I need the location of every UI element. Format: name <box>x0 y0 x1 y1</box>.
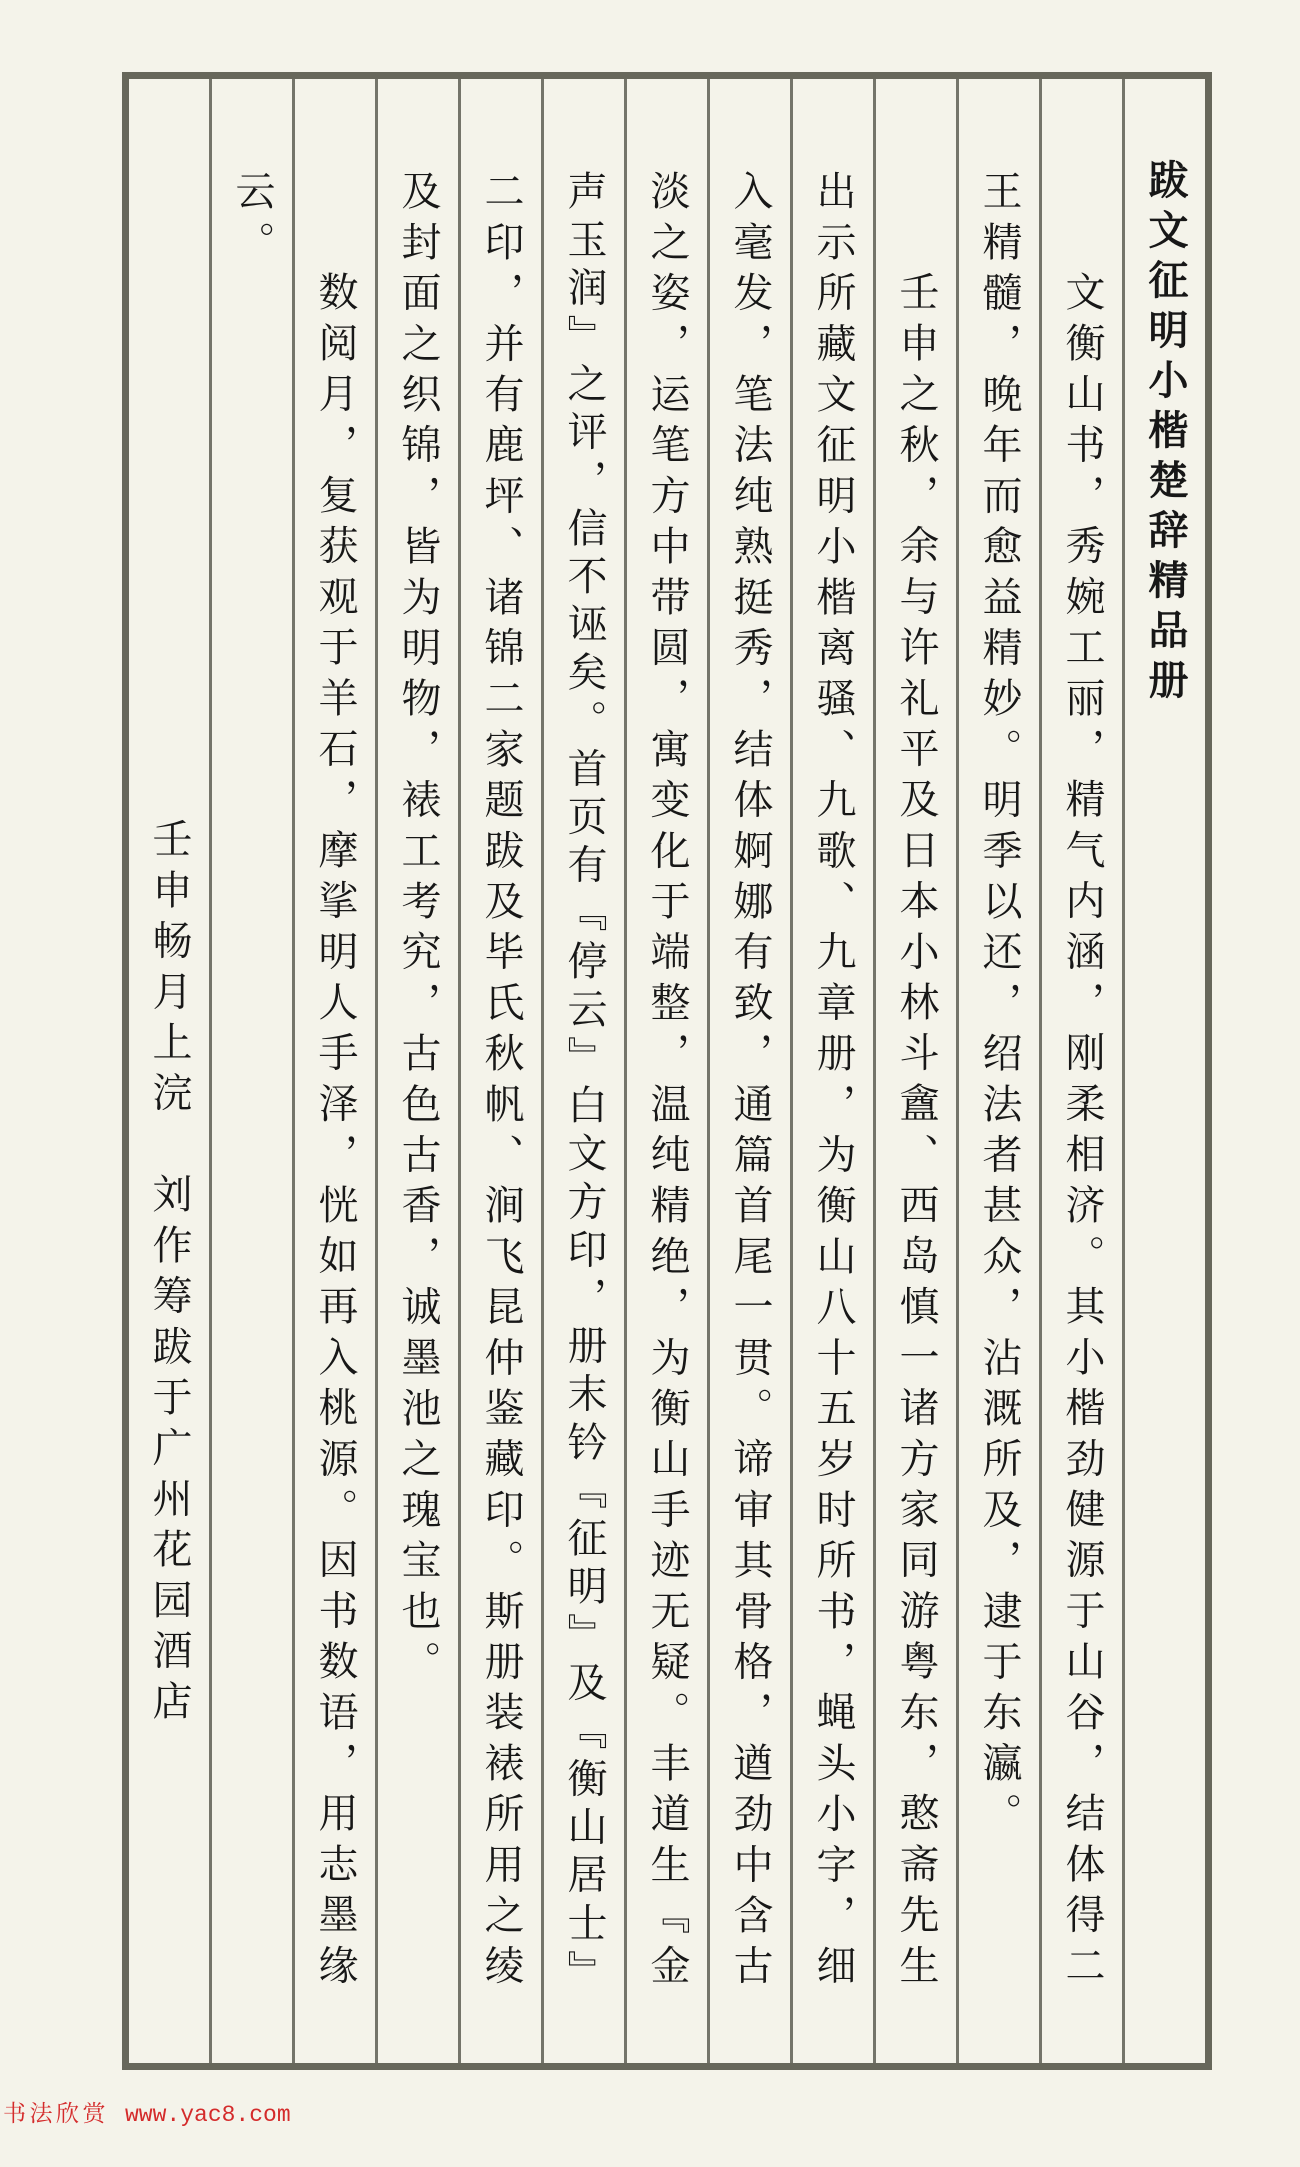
column-text: 壬申之秋，余与许礼平及日本小林斗盦、西岛慎一诸方家同游粤东，憨斋先生 <box>893 271 939 1995</box>
column-text: 出示所藏文征明小楷离骚、九歌、九章册，为衡山八十五岁时所书，蝇头小字，细 <box>810 170 856 1996</box>
watermark-site-name: 书法欣赏 <box>3 2101 109 2127</box>
text-column-10 <box>292 79 375 2063</box>
text-column-3 <box>873 79 956 2063</box>
text-column-2 <box>956 79 1039 2063</box>
signature-author: 刘作筹跋于广州花园酒店 <box>146 1172 192 1731</box>
text-column-4 <box>790 79 873 2063</box>
column-text: 文衡山书，秀婉工丽，精气内涵，刚柔相济。其小楷劲健源于山谷，结体得二 <box>1059 271 1105 1995</box>
column-text: 数阅月，复获观于羊石，摩挲明人手泽，恍如再入桃源。因书数语，用志墨缘 <box>312 271 358 1995</box>
column-text: 及封面之织锦，皆为明物，裱工考究，古色古香，诚墨池之瑰宝也。 <box>395 170 441 1691</box>
text-column-8 <box>458 79 541 2063</box>
title-column <box>1122 79 1205 2063</box>
watermark-url: www.yac8.com <box>125 2102 291 2128</box>
signature-date: 壬申畅月上浣 <box>146 818 192 1123</box>
text-column-11 <box>209 79 292 2063</box>
signature-column <box>129 79 209 2063</box>
text-column-9 <box>375 79 458 2063</box>
column-text: 云。 <box>229 170 275 272</box>
column-text: 入毫发，笔法纯熟挺秀，结体婀娜有致，通篇首尾一贯。谛审其骨格，遒劲中含古 <box>727 170 773 1996</box>
watermark <box>3 2101 291 2128</box>
text-frame <box>122 72 1212 2070</box>
column-text: 二印，并有鹿坪、诸锦二家题跋及毕氏秋帆、涧飞昆仲鉴藏印。斯册装裱所用之绫 <box>478 170 524 1996</box>
text-column-6 <box>624 79 707 2063</box>
text-column-5 <box>707 79 790 2063</box>
text-column-1 <box>1039 79 1122 2063</box>
text-column-7 <box>541 79 624 2063</box>
column-text: 声玉润』之评，信不诬矣。首页有『停云』白文方印，册末钤『征明』及『衡山居士』 <box>561 170 607 1998</box>
column-text: 王精髓，晚年而愈益精妙。明季以还，绍法者甚众，沾溉所及，逮于东瀛。 <box>976 170 1022 1844</box>
column-text: 淡之姿，运笔方中带圆，寓变化于端整，温纯精绝，为衡山手迹无疑。丰道生『金 <box>644 170 690 1996</box>
page-title: 跋文征明小楷楚辞精品册 <box>1142 159 1188 709</box>
signature <box>129 818 209 1731</box>
